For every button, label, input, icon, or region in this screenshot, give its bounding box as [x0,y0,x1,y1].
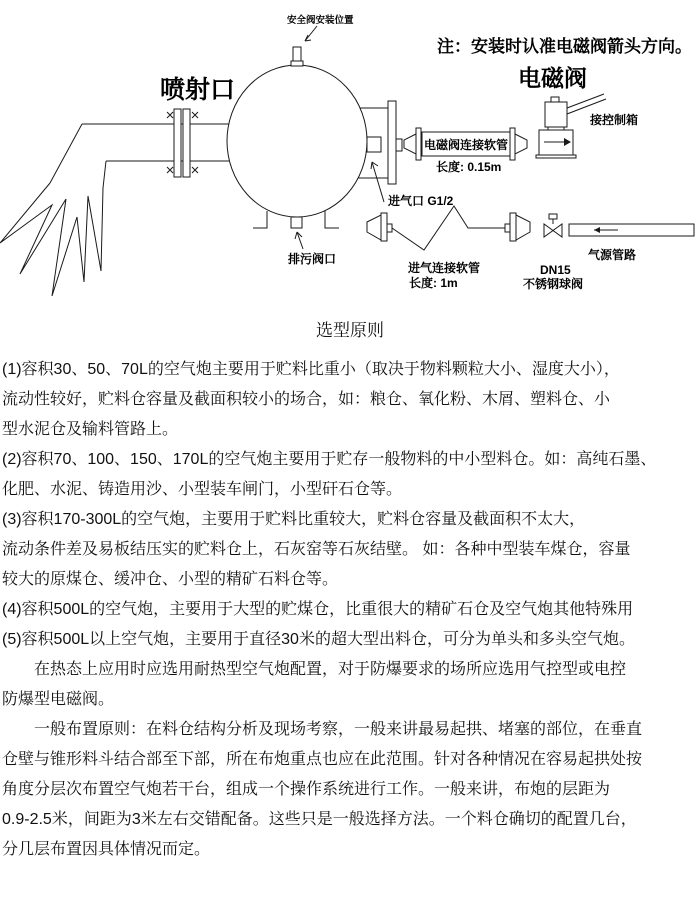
safety-valve-label: 安全阀安装位置 [287,15,354,26]
text-line: 0.9-2.5米，间距为3米左右交错配备。这些只是一般选择方法。一个料仓确切的配置几台， [2,811,637,828]
install-note: 注：安装时认准电磁阀箭头方向。 [437,37,692,56]
solenoid-hose-label: 电磁阀连接软管 [423,138,509,152]
safety-valve-arrow [305,26,317,41]
air-inlet-port [367,137,381,152]
safety-valve-stub [291,47,303,66]
text-line: (4)容积500L的空气炮，主要用于大型的贮煤仓，比重很大的精矿石仓及空气炮其他特殊用 [2,601,634,618]
solenoid-coil [545,102,567,127]
tank-outlet-flange [388,101,402,184]
control-cable [567,94,604,108]
injection-port-label: 喷射口 [160,76,236,104]
air-cannon-diagram [0,0,700,312]
inlet-hose-length: 长度: 1m [409,276,458,290]
text-line: 在热态上应用时应选用耐热型空气炮配置，对于防爆要求的场所应选用气控型或电控 [2,661,627,678]
air-inlet-label: 进气口 G1/2 [388,194,454,208]
text-line: (5)容积500L以上空气炮，主要用于直径30米的超大型出料仓，可分为单头和多头空气炮。 [2,631,635,648]
selection-principles-text [0,355,700,865]
air-blast-lines [0,161,106,296]
injection-pipe [0,124,230,296]
safety-valve-callout [287,14,354,41]
text-line: 防爆型电磁阀。 [2,691,115,708]
solenoid-valve-symbol [536,94,638,158]
text-line: (2)容积70、100、150、170L的空气炮主要用于贮存一般物料的中小型料仓。如：高纯石墨、 [2,451,657,468]
section-heading: 选型原则 [316,321,384,340]
inlet-hose [367,206,530,290]
air-cannon-tank [227,47,402,228]
drain-valve-port [291,217,302,228]
solenoid-hose-length: 长度: 0.15m [436,160,502,174]
drain-valve-callout [287,232,336,266]
text-line: 流动性较好，贮料仓容量及截面积较小的场合，如：粮仓、氧化粉、木屑、塑料仓、小 [2,391,611,408]
air-inlet-arrow [372,162,384,202]
text-line: (3)容积170-300L的空气炮，主要用于贮料比重较大，贮料仓容量及截面积不太大， [2,511,586,528]
text-line: 较大的原煤仓、缓冲仓、小型的精矿石料仓等。 [2,571,339,588]
ball-valve-name: 不锈钢球阀 [523,277,584,291]
text-line: 流动条件差及易板结压实的贮料仓上，石灰窑等石灰结壁。 如：各种中型装车煤仓，容量 [2,541,631,558]
text-line: 仓壁与锥形料斗结合部至下部，所在布炮重点也应在此范围。针对各种情况在容易起拱处按 [2,751,643,768]
inlet-hose-label: 进气连接软管 [408,261,481,275]
text-line: 一般布置原则：在料仓结构分析及现场考察，一般来讲最易起拱、堵塞的部位，在垂直 [2,721,643,738]
drain-valve-label: 排污阀口 [288,252,337,266]
text-line: 化肥、水泥、铸造用沙、小型装车闸门，小型矸石仓等。 [2,481,403,498]
text-line: (1)容积30、50、70L的空气炮主要用于贮料比重小（取决于物料颗粒大小、湿度大小）， [2,361,620,378]
text-line: 分几层布置因具体情况而定。 [2,841,211,858]
text-line: 角度分层次布置空气炮若干台，组成一个操作系统进行工作。一般来讲，布炮的层距为 [2,781,611,798]
pipe-flange [167,109,198,177]
ball-valve-size: DN15 [540,263,571,277]
text-line: 型水泥仓及输料管路上。 [2,421,179,438]
air-supply-label: 气源管路 [588,248,637,262]
air-supply-pipe [569,224,694,262]
control-box-label: 接控制箱 [590,113,639,127]
solenoid-valve-label: 电磁阀 [518,65,587,91]
solenoid-hose [404,128,527,174]
